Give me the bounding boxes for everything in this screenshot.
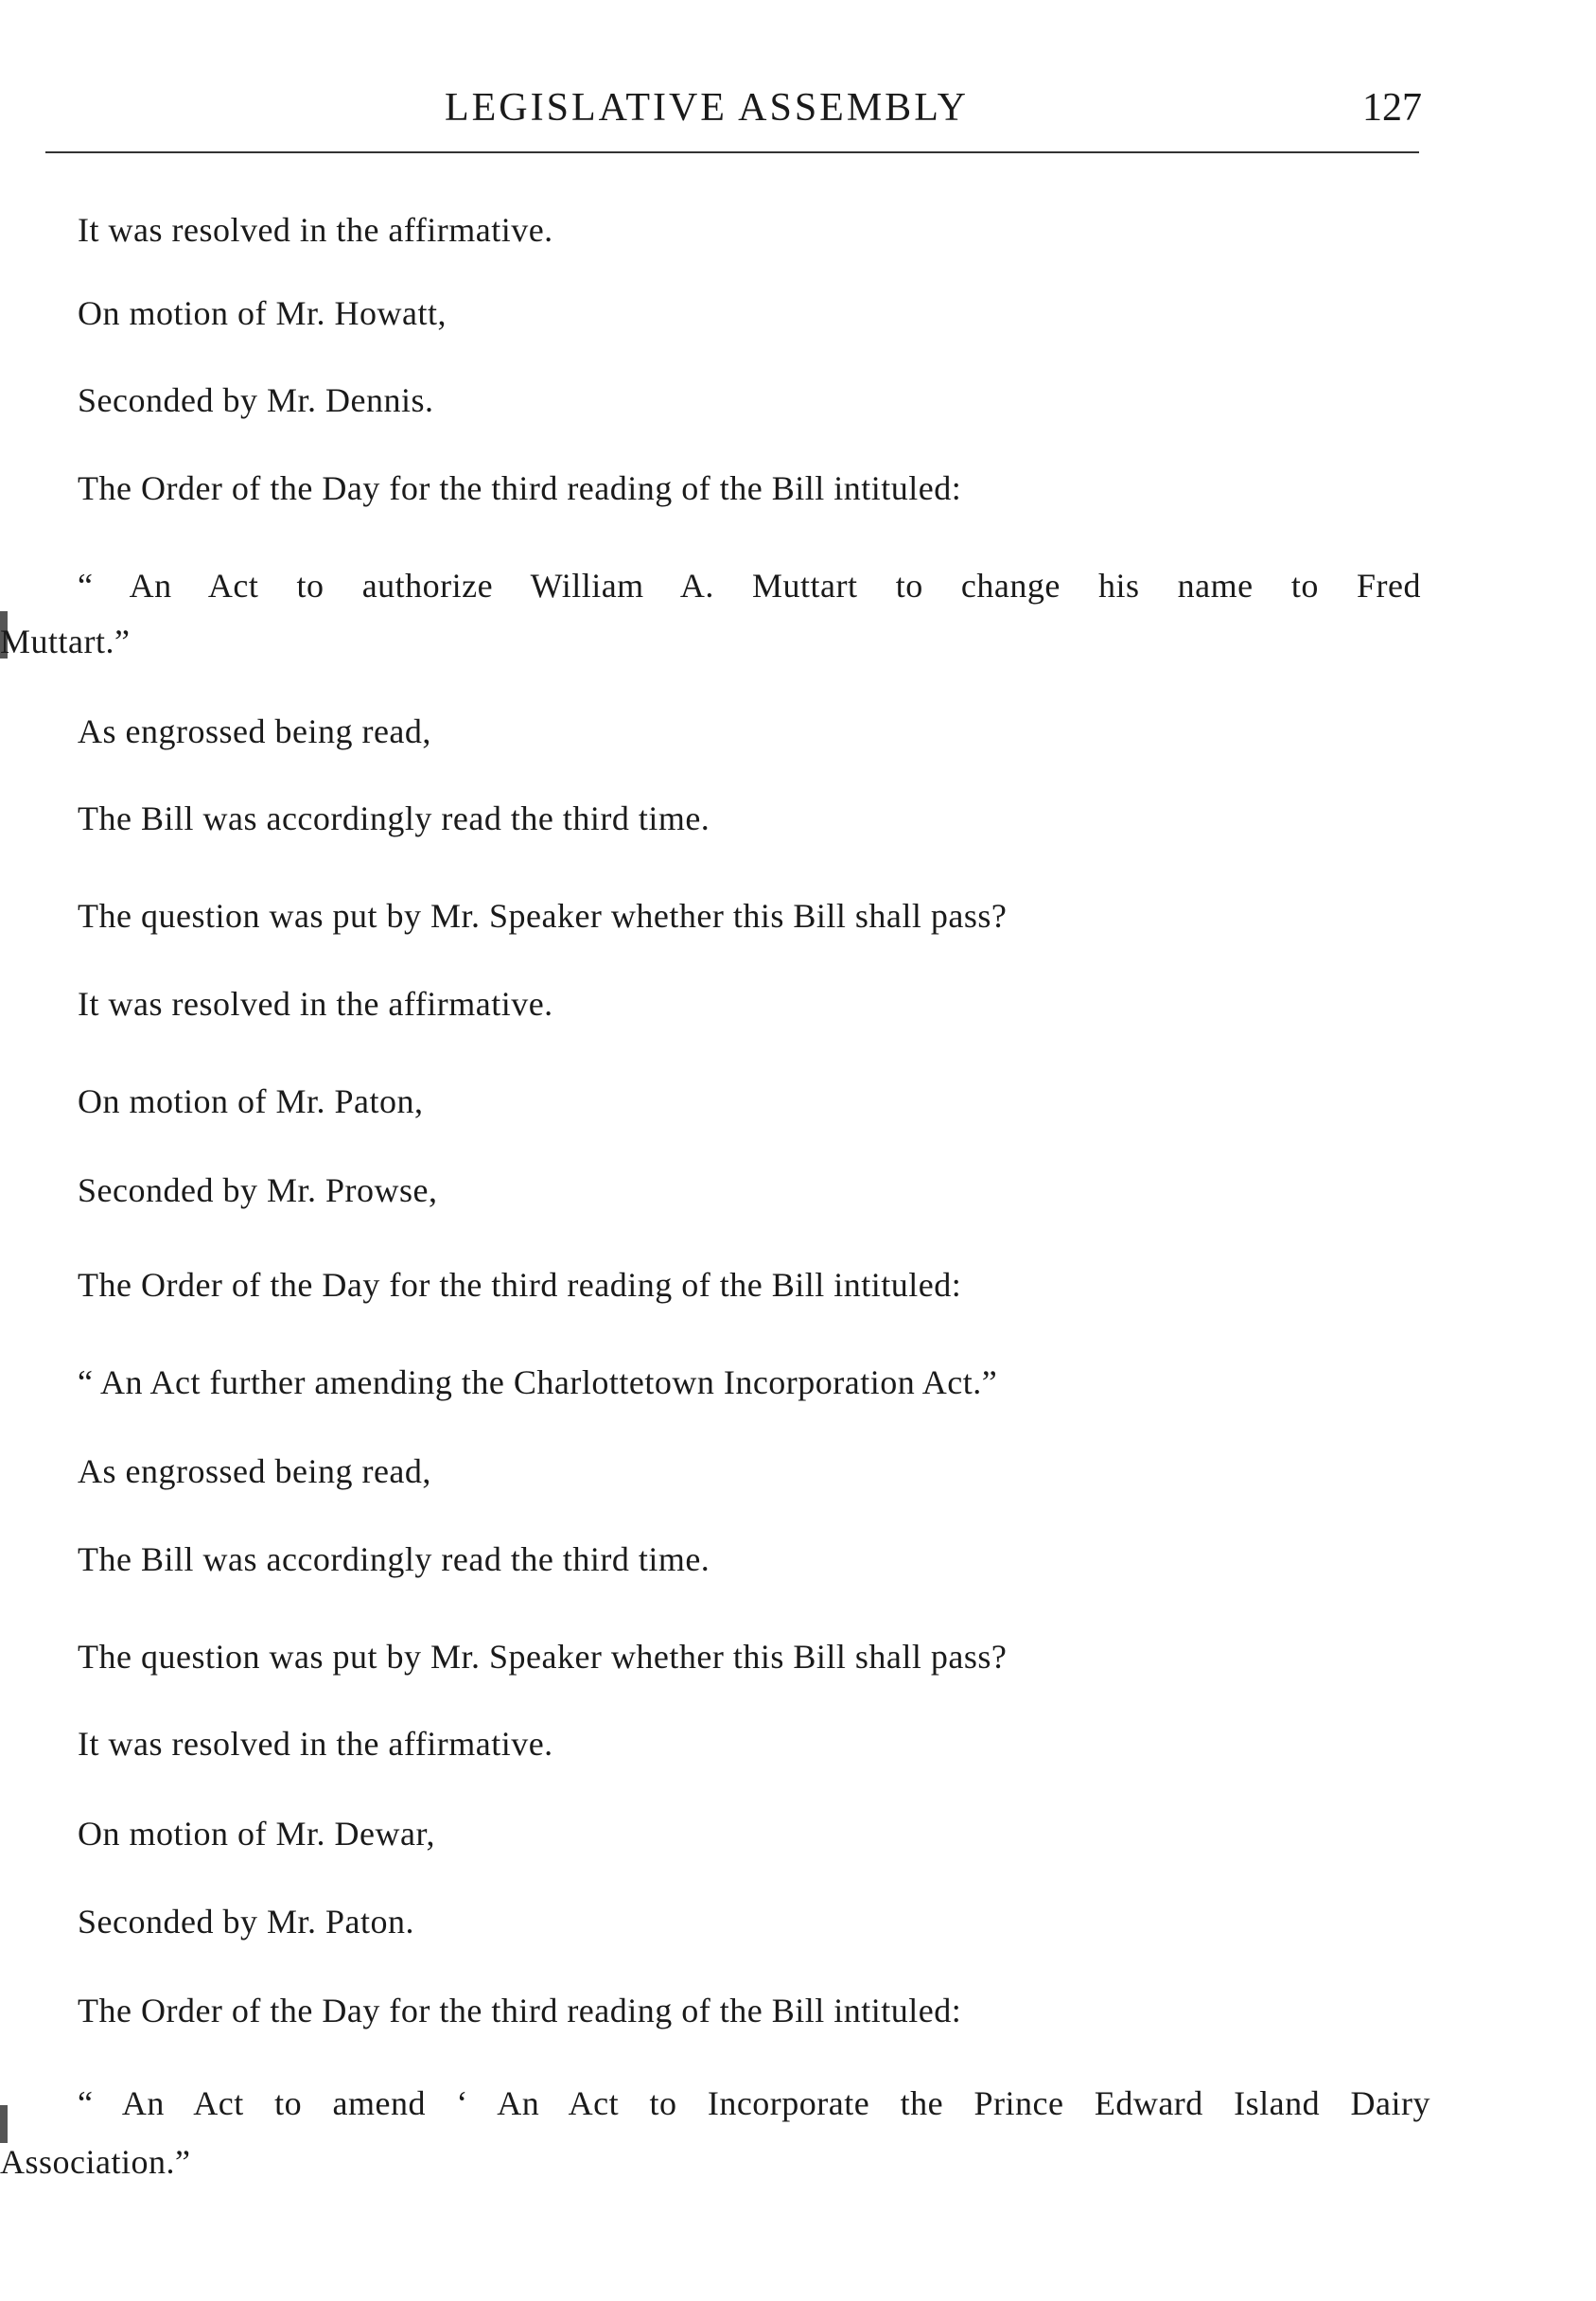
text-line: The Bill was accordingly read the third time. <box>78 799 710 837</box>
text-line-act-title: “ An Act to amend ‘ An Act to Incorporate the Prince Edward Island Dairy <box>78 2084 1430 2122</box>
text-line: It was resolved in the affirmative. <box>78 985 553 1023</box>
text-line: It was resolved in the affirmative. <box>78 1725 553 1763</box>
text-line: The Order of the Day for the third reading of the Bill intituled: <box>78 1266 962 1304</box>
scan-edge-mark <box>0 2105 8 2143</box>
text-line-continuation: Muttart.” <box>0 623 131 660</box>
text-line: “ An Act further amending the Charlottetown Incorporation Act.” <box>78 1363 998 1401</box>
page-number: 127 <box>1362 86 1422 130</box>
text-line: Seconded by Mr. Paton. <box>78 1903 414 1941</box>
text-line: As engrossed being read, <box>78 712 431 750</box>
text-line-act-title: “ An Act to authorize William A. Muttart to change his name to Fred <box>78 567 1421 605</box>
text-line: The question was put by Mr. Speaker whether this Bill shall pass? <box>78 897 1008 935</box>
text-line: The question was put by Mr. Speaker whether this Bill shall pass? <box>78 1638 1008 1676</box>
text-line: On motion of Mr. Dewar, <box>78 1815 436 1853</box>
text-line: The Order of the Day for the third reading of the Bill intituled: <box>78 469 962 507</box>
text-line: As engrossed being read, <box>78 1452 431 1490</box>
page-header <box>0 79 1596 136</box>
text-line: On motion of Mr. Howatt, <box>78 294 447 332</box>
text-line: On motion of Mr. Paton, <box>78 1082 424 1120</box>
running-title: LEGISLATIVE ASSEMBLY <box>445 86 969 130</box>
text-line-continuation: Association.” <box>0 2143 191 2181</box>
header-rule <box>45 151 1419 153</box>
text-line: Seconded by Mr. Dennis. <box>78 381 434 419</box>
text-line: It was resolved in the affirmative. <box>78 211 553 249</box>
text-line: Seconded by Mr. Prowse, <box>78 1171 438 1209</box>
text-line: The Order of the Day for the third reading of the Bill intituled: <box>78 1992 962 2029</box>
text-line: The Bill was accordingly read the third time. <box>78 1540 710 1578</box>
